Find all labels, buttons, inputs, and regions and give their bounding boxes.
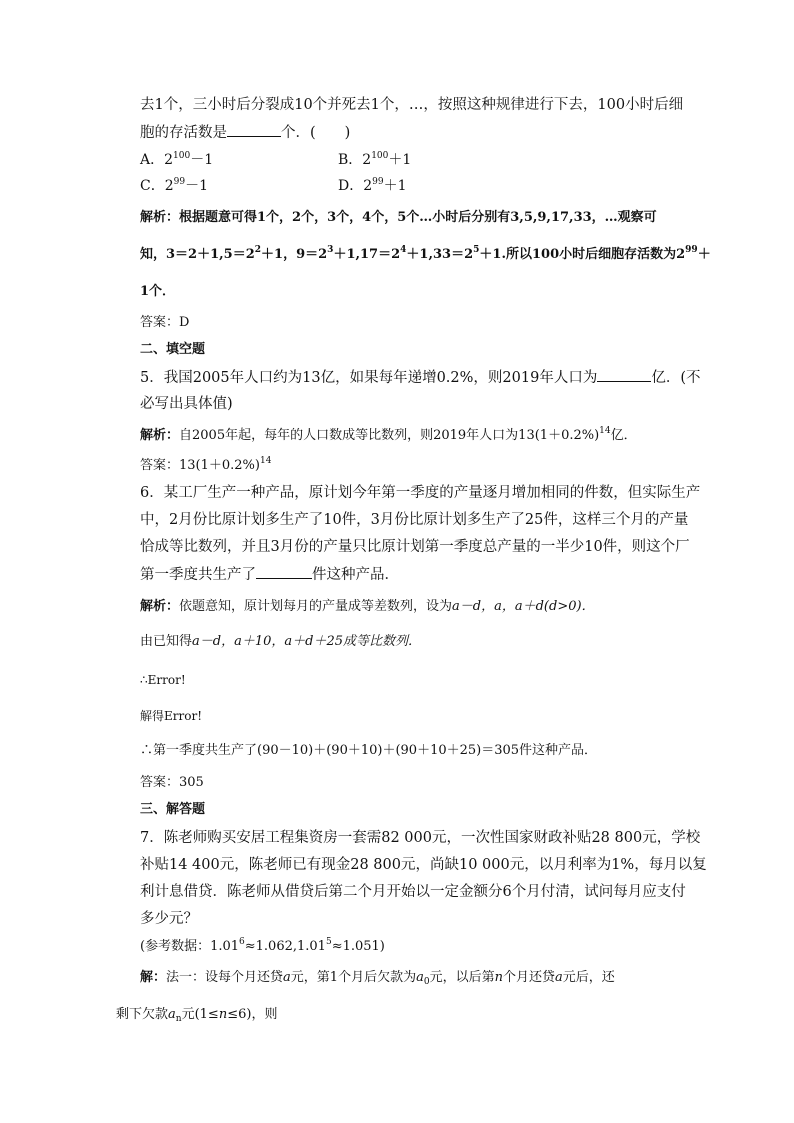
analysis-label: 解析： <box>140 210 180 225</box>
analysis-text: 根据题意可得1个，2个，3个，4个，5个…小时后分别有3,5,9,17,33，…观察可 <box>179 210 657 225</box>
option-b: B．$2^{100}+1$ <box>338 151 412 168</box>
q5-text-line-1: 5．我国2005年人口约为13亿，如果每年递增0.2%，则2019年人口为 亿．(不 <box>140 367 701 388</box>
answer-blank <box>227 122 281 137</box>
analysis-label: 解析： <box>140 599 180 614</box>
q5-text-line-2: 必写出具体值) <box>140 396 233 412</box>
answer-blank <box>597 367 651 382</box>
solution-label: 解： <box>140 970 167 985</box>
q5-answer: 答案：$13(1+0.2\%)^{14}$ <box>140 456 272 473</box>
q6-analysis-line-1: 解析：依题意知，原计划每月的产量成等差数列，设为a－d，a，a＋d(d>0)． <box>140 599 595 614</box>
q4-analysis-line-3: 1个． <box>140 284 176 299</box>
q4-text-line-2 <box>140 122 350 143</box>
q6-error-line-1: ∴Error! <box>140 673 186 687</box>
q4-options-row-2 <box>140 176 407 196</box>
q7-solution-line-1: 解：法一：设每个月还贷a元，第1个月后欠款为$a_0$元，以后第n个月还贷a元后，还 <box>140 970 615 987</box>
q4-analysis-line-2: 知，$3=2+1,5=2^2+1$，$9=2^3+1,17=2^4+1,33=2^5+1$.所以100小时后细胞存活数为$2^{99}+$ <box>140 245 711 262</box>
q4-text-part: 胞的存活数是 <box>140 125 227 141</box>
q4-analysis-line-1 <box>140 208 657 228</box>
q6-text-line-2: 中，2月份比原计划多生产了10件，3月份比原计划多生产了25件，这样三个月的产量 <box>140 512 689 528</box>
q4-text-part: 个．( ) <box>281 125 351 141</box>
answer-blank <box>256 564 312 579</box>
option-d: D．$2^{99}+1$ <box>338 177 407 194</box>
q6-text-line-3: 恰成等比数列，并且3月份的产量只比原计划第一季度总产量的一半少10件，则这个厂 <box>140 539 690 555</box>
q6-total: ∴第一季度共生产了(90－10)＋(90＋10)＋(90＋10＋25)＝305件这种产品． <box>140 743 598 758</box>
q4-answer: 答案：D <box>140 315 190 330</box>
section-heading-solve: 三、解答题 <box>140 802 206 817</box>
q4-text-line-1: 去1个，三小时后分裂成10个并死去1个，…，按照这种规律进行下去，100小时后细 <box>140 97 684 113</box>
q6-text-line-4: 第一季度共生产了 件这种产品． <box>140 564 399 585</box>
q7-text-line-4: 多少元？ <box>140 911 198 927</box>
q6-error-line-2: 解得Error! <box>140 709 203 723</box>
q6-answer: 答案：305 <box>140 775 204 790</box>
option-c: C．$2^{99}-1$ <box>140 177 208 194</box>
analysis-label: 解析： <box>140 428 180 443</box>
q5-analysis: 解析：自2005年起，每年的人口数成等比数列，则2019年人口为$13(1+0.2\%)^{14}$亿． <box>140 426 637 443</box>
q7-solution-line-2: 剩下欠款$a_n$元(1≤n≤6)，则 <box>116 1007 278 1024</box>
option-a: A．$2^{100}-1$ <box>140 151 214 168</box>
section-heading-fill-blank: 二、填空题 <box>140 342 206 357</box>
q6-text-line-1: 6．某工厂生产一种产品，原计划今年第一季度的产量逐月增加相同的件数，但实际生产 <box>140 485 701 501</box>
q6-analysis-line-2: 由已知得a－d，a＋10，a＋d＋25成等比数列． <box>140 634 421 649</box>
q7-text-line-3: 利计息借贷．陈老师从借贷后第二个月开始以一定金额分6个月付清，试问每月应支付 <box>140 884 686 900</box>
q7-text-line-2: 补贴14 400元，陈老师已有现金28 800元，尚缺10 000元，以月利率为1%，每月以复 <box>140 857 707 873</box>
q7-text-line-1: 7．陈老师购买安居工程集资房一套需82 000元，一次性国家财政补贴28 800元，学校 <box>140 830 701 846</box>
q4-options-row-1 <box>140 150 412 170</box>
q7-reference-data: (参考数据：$1.01^6\approx 1.062,1.01^5\approx 1.051$) <box>140 937 385 954</box>
